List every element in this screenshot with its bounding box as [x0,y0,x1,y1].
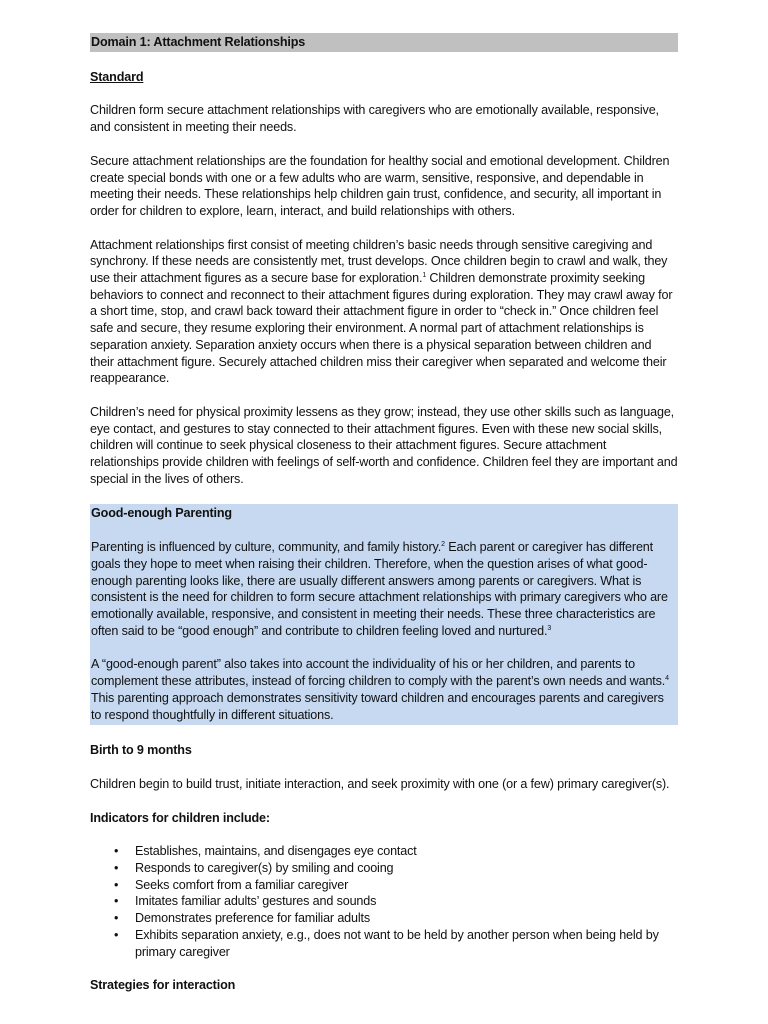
list-item-text: Imitates familiar adults’ gestures and sounds [135,894,377,909]
list-item [114,893,678,910]
standard-text: Children form secure attachment relationships with caregivers who are emotionally available, responsive, and consistent in meeting their needs. [90,103,659,135]
paragraph-text: Parenting is influenced by culture, community, and family history. [91,540,442,555]
age-heading-text: Birth to 9 months [90,743,192,758]
list-item-text: Responds to caregiver(s) by smiling and cooing [135,861,394,876]
bullet-icon: • [114,844,119,859]
list-item [114,877,678,894]
box-heading [91,504,677,522]
indicators-list [90,843,678,960]
footnote-ref: 1 [422,272,427,280]
bullet-icon: • [114,877,119,892]
paragraph-physical-proximity: Children’s need for physical proximity lessens as they grow; instead, they use other skills such as language, eye contact, and gestures to stay connected to their attachment figures. Even with these new social skills, children will continue to seek physical closeness to their attachment figures. Secure attachment relationships provide children with feelings of self-worth and confidence. Children feel they are important and special in the lives of others. [90,404,678,486]
strategies-heading [90,977,678,994]
paragraph-text: Attachment relationships first consist of meeting children’s basic needs through sensitive caregiving and synchrony. If these needs are consistently met, trust develops. Once children begin to crawl and walk, they use their attachment figures as a secure base for exploration. [90,237,668,286]
footnote-ref: 3 [547,624,552,632]
indicators-heading-text: Indicators for children include: [90,810,270,825]
indicators-heading [90,810,678,827]
strategies-heading-text: Strategies for interaction [90,978,236,993]
paragraph-text: A “good-enough parent” also takes into account the individuality of his or her children, and parents to complement these attributes, instead of forcing children to comply with the parent’s own needs and wants. [91,657,666,689]
paragraph-attachment-relationships [90,237,678,387]
list-item [114,927,678,960]
bullet-icon: • [114,861,119,876]
box-heading-text: Good-enough Parenting [91,506,232,521]
list-item-text: Demonstrates preference for familiar adults [135,911,371,926]
bullet-icon: • [114,894,119,909]
paragraph-secure-attachment: Secure attachment relationships are the foundation for healthy social and emotional development. Children create special bonds with one or a few adults who are warm, sensitive, responsive, and dependable in meeting their needs. These relationships help children gain trust, confidence, and security, all important in order for children to explore, learn, interact, and build relationships with others. [90,153,670,218]
list-item-text: Seeks comfort from a familiar caregiver [135,877,349,892]
age-heading [90,742,678,759]
box-paragraph-2 [91,656,677,725]
list-item [114,860,678,877]
list-item-text: Establishes, maintains, and disengages eye contact [135,844,417,859]
footnote-ref: 4 [665,675,669,683]
list-item [114,910,678,927]
list-item-text: Exhibits separation anxiety, e.g., does not want to be held by another person when being held by primary caregiver [135,927,659,959]
content-column [90,33,678,994]
paragraph-text: Children demonstrate proximity seeking behaviors to connect and reconnect to their attachment figures during exploration. They may crawl away for a short time, stop, and crawl back toward their attachment figure in order to “check in.” Once children feel safe and secure, they resume exploring their environment. A normal part of attachment relationships is separation anxiety. Separation anxiety occurs when there is a physical separation between children and their attachment figure. Securely attached children miss their caregiver when separated and welcome their reappearance. [90,271,673,386]
domain-title: Domain 1: Attachment Relationships [90,33,678,52]
footnote-ref: 2 [441,541,445,549]
standard-heading: Standard [90,69,144,84]
bullet-icon: • [114,911,119,926]
list-item [114,843,678,860]
age-text: Children begin to build trust, initiate interaction, and seek proximity with one (or a few) primary caregiver(s). [90,776,670,791]
paragraph-text: Each parent or caregiver has different goals they hope to meet when raising their children. Therefore, when the question arises of what good-enough parenting looks like, there are usually different answers among parents or caregivers. What is consistent is the need for children to form secure attachment relationships with primary caregivers who are emotionally available, responsive, and consistent in meeting their needs. These three characteristics are often said to be “good enough” and contribute to children feeling loved and nurtured. [91,540,668,638]
bullet-icon: • [114,927,119,942]
paragraph-text: This parenting approach demonstrates sensitivity toward children and encourages parents and caregivers to respond thoughtfully in different situations. [91,690,664,722]
box-paragraph-1 [91,539,677,639]
good-enough-parenting-box [90,504,678,725]
